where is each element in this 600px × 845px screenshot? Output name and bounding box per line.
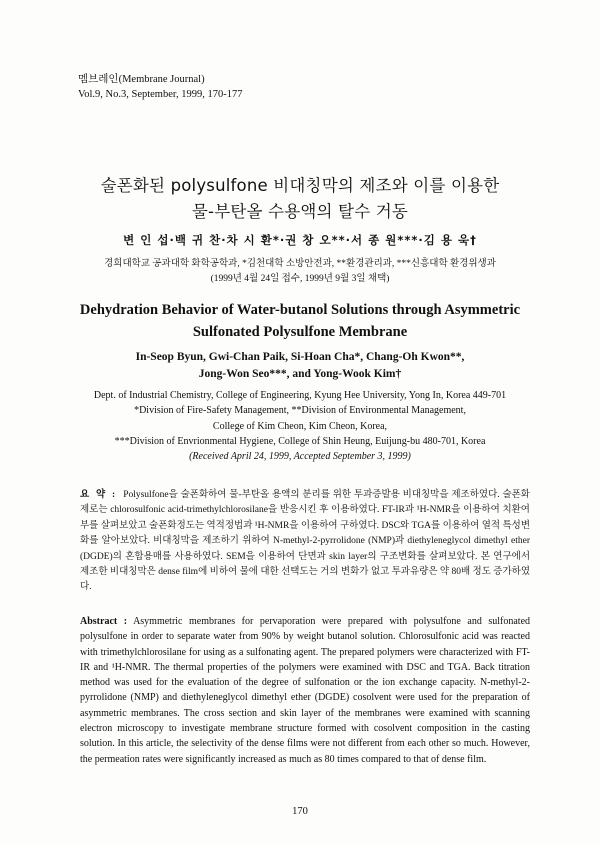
affiliation-line-4: ***Division of Envrionmental Hygiene, College of Shin Heung, Euijung-bu 480-701, Korea (114, 435, 486, 447)
korean-abstract-label: 요 약 : (80, 490, 118, 500)
english-title (0, 299, 600, 343)
english-title-line-2: Sulfonated Polysulfone Membrane (192, 324, 408, 340)
english-authors (0, 349, 600, 383)
korean-received-date: (1999년 4월 24일 접수, 1999년 9월 3일 채택) (210, 274, 390, 284)
korean-abstract-text: Polysulfone을 술폰화하여 물-부탄올 용액의 분리를 위한 투과증발용 비대칭막을 제조하였다. 술폰화제로는 chlorosulfonic acid-trimethylchlorosilane을 반응시킨 후 이용하였다. FT-IR과 ¹H-NMR을 이용하여 치환여부를 살펴보았고 술폰화정도는 역적정법과 ¹H-NMR을 이용하여 구하였다. DSC와 TGA를 이용하여 열적 특성변화를 알아보았다. 비대칭막을 제조하기 위하여 N-methyl-2-pyrrolidone (NMP)과 diethyleneglycol dimethyl ether (DGDE)의 혼합용매를 사용하였다. SEM을 이용하여 단면과 skin layer의 구조변화를 살펴보았다. 본 연구에서 제조한 비대칭막은 dense film에 비하여 물에 대한 선택도는 거의 변화가 없고 투과유량은 약 80배 정도 증가하였다. (80, 490, 530, 593)
page-number: 170 (292, 806, 308, 817)
korean-authors: 변 인 섭·백 귀 찬·차 시 환*·권 창 오**·서 종 원***·김 용 욱† (123, 233, 477, 247)
english-title-line-1: Dehydration Behavior of Water-butanol Solutions through Asymmetric (79, 302, 521, 318)
english-abstract-text: Asymmetric membranes for pervaporation were prepared with polysulfone and sulfonated polysulfone in order to separate water from 90% by weight butanol solution. Chlorosulfonic acid was reacted with trimethylchlorosilane for using as a sulfonating agent. The prepared polymers were characterized with FT-IR and ¹H-NMR. The thermal properties of the polymers were examined with DSC and TGA. Back titration method was used for the evaluation of the degree of sulfonation or the ion exchange capacity. N-methyl-2-pyrrolidone (NMP) and diethyleneglycol dimethyl ether (DGDE) cosolvent were used for the preparation of asymmetric membranes. The cross section and skin layer of the membranes were examined with scanning electron microscopy to investigate membrane structure formed with cosolvent composition in the casting solution. In this article, the selectivity of the dense films were not different from each other so much. However, the permeation rates were significantly increased as much as 80 times compared to that of dense film. (80, 616, 531, 765)
received-accepted-dates: (Received April 24, 1999, Accepted September 3, 1999) (189, 451, 411, 463)
korean-affiliations (0, 257, 600, 287)
english-authors-line-2: Jong-Won Seo***, and Yong-Wook Kim† (198, 368, 402, 380)
korean-affiliation-line: 경희대학교 공과대학 화학공학과, *김천대학 소방안전과, **환경관리과, ***신흥대학 환경위생과 (104, 259, 496, 269)
english-affiliations (0, 388, 600, 464)
journal-issue: Vol.9, No.3, September, 1999, 170-177 (78, 89, 243, 100)
journal-header (78, 72, 242, 102)
korean-abstract (80, 488, 530, 596)
korean-title (0, 173, 600, 225)
affiliation-line-2: *Division of Fire-Safety Management, **Division of Environmental Management, (134, 405, 466, 417)
english-abstract-label: Abstract : (80, 616, 128, 627)
korean-title-line-1: 술폰화된 polysulfone 비대칭막의 제조와 이를 이용한 (100, 176, 500, 195)
english-abstract (80, 614, 530, 767)
english-authors-line-1: In-Seop Byun, Gwi-Chan Paik, Si-Hoan Cha*, Chang-Oh Kwon**, (135, 351, 465, 363)
journal-name: 멤브레인(Membrane Journal) (78, 74, 205, 85)
affiliation-line-3: College of Kim Cheon, Kim Cheon, Korea, (212, 420, 388, 432)
korean-title-line-2: 물-부탄올 수용액의 탈수 거동 (191, 202, 409, 221)
affiliation-line-1: Dept. of Industrial Chemistry, College of Engineering, Kyung Hee University, Yong In, Korea 449-701 (93, 390, 507, 401)
